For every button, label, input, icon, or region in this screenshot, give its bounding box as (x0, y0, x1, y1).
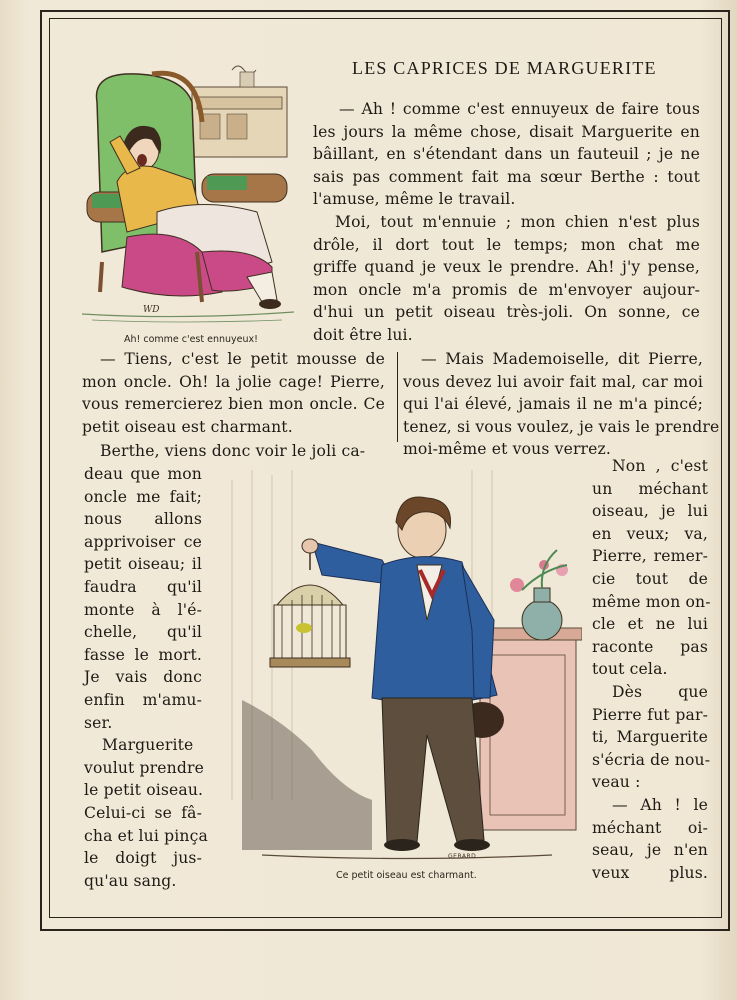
text-line: bâillant, en s'étendant dans un fauteuil ; je ne (313, 145, 700, 164)
text-line: — Ah ! le (612, 795, 708, 814)
text-line: s'écria de nou- (592, 750, 711, 769)
column-left (84, 463, 208, 892)
text-line: mon oncle m'a promis de m'envoyer aujour- (313, 280, 700, 299)
text-line: — Tiens, c'est le petit mousse de (100, 350, 385, 368)
text-line: sais pas comment fait ma sœur Berthe : tout (313, 167, 700, 186)
text-line: qui l'ai élevé, jamais il ne m'a pincé; (403, 395, 703, 414)
text-line: veau : (592, 773, 641, 792)
text-line: Pierre fut par- (592, 705, 708, 724)
text-line: doit être lui. (313, 325, 413, 344)
text-line: Non , c'est (612, 457, 708, 475)
text-line: les jours la même chose, disait Marguerite en (313, 122, 700, 141)
illustration-boy-with-birdcage (222, 470, 582, 865)
text-line: d'hui un petit oiseau très-joli. On sonne, ce (313, 303, 700, 322)
text-line: Je vais donc (84, 668, 202, 687)
text-line: cie tout de (592, 569, 708, 588)
text-line-berthe: Berthe, viens donc voir le joli ca- (100, 442, 366, 460)
text-line: cha et lui pinça (84, 826, 208, 845)
text-line: voulut prendre (84, 758, 204, 777)
text-line: oiseau, je lui (592, 502, 708, 521)
artist-signature-bottom: GERARD (448, 853, 477, 860)
text-line: cle et ne lui (592, 615, 708, 634)
text-line: faudra qu'il (84, 577, 202, 596)
text-line: griffe quand je veux le prendre. Ah! j'y pense, (313, 258, 700, 277)
column-right (592, 455, 711, 884)
text-line: fasse le mort. (84, 645, 202, 664)
text-line: petit oiseau est charmant. (82, 417, 293, 436)
paragraph-middle-left (82, 348, 385, 438)
text-line: Moi, tout m'ennuie ; mon chien n'est plus (335, 212, 700, 231)
text-line: le doigt jus- (84, 849, 202, 868)
text-line: méchant oi- (592, 818, 708, 837)
page-title: LES CAPRICES DE MARGUERITE (352, 58, 657, 78)
text-line: — Mais Mademoiselle, dit Pierre, (421, 350, 703, 368)
paragraph-intro (313, 98, 700, 347)
text-line: chelle, qu'il (84, 623, 202, 642)
text-line: moi-même et vous verrez. (403, 440, 612, 459)
text-line: nous allons (84, 510, 202, 529)
text-line: Dès que (612, 682, 708, 701)
text-line: l'amuse, même le travail. (313, 190, 516, 209)
text-line: qu'au sang. (84, 871, 177, 890)
text-line: un méchant (592, 479, 708, 498)
caption-top-illustration: Ah! comme c'est ennuyeux! (124, 334, 258, 345)
text-line: en veux; va, (592, 524, 708, 543)
text-line: enfin m'amu- (84, 690, 202, 709)
column-divider (397, 352, 398, 442)
text-line: apprivoiser ce (84, 532, 202, 551)
text-line: Marguerite (102, 736, 194, 755)
text-line: monte à l'é- (84, 600, 202, 619)
text-line: vous devez lui avoir fait mal, car moi (403, 372, 703, 391)
text-line: oncle me fait; (84, 487, 202, 506)
text-line: tenez, si vous voulez, je vais le prendre (403, 417, 720, 436)
text-line: — Ah ! comme c'est ennuyeux de faire tous (339, 100, 700, 118)
text-line: Celui-ci se fâ- (84, 803, 202, 822)
text-line: deau que mon (84, 465, 202, 483)
illustration-yawning-girl (82, 62, 294, 330)
text-line: Pierre, remer- (592, 547, 708, 566)
text-line: le petit oiseau. (84, 781, 204, 800)
text-line: ti, Marguerite (592, 728, 708, 747)
text-line: seau, je n'en (592, 841, 708, 860)
text-line: veux plus. (592, 863, 708, 882)
caption-bottom-illustration: Ce petit oiseau est charmant. (336, 870, 477, 881)
text-line: mon oncle. Oh! la jolie cage! Pierre, (82, 372, 385, 391)
paragraph-middle-right (403, 348, 720, 461)
text-line: petit oiseau; il (84, 555, 202, 574)
text-line: ser. (84, 713, 113, 732)
text-line: raconte pas (592, 637, 708, 656)
artist-signature-top: WD (143, 305, 160, 315)
text-line: drôle, il dort tout le temps; mon chat me (313, 235, 700, 254)
text-line: tout cela. (592, 660, 668, 679)
text-line: vous remercierez bien mon oncle. Ce (82, 395, 385, 414)
text-line: même mon on- (592, 592, 711, 611)
